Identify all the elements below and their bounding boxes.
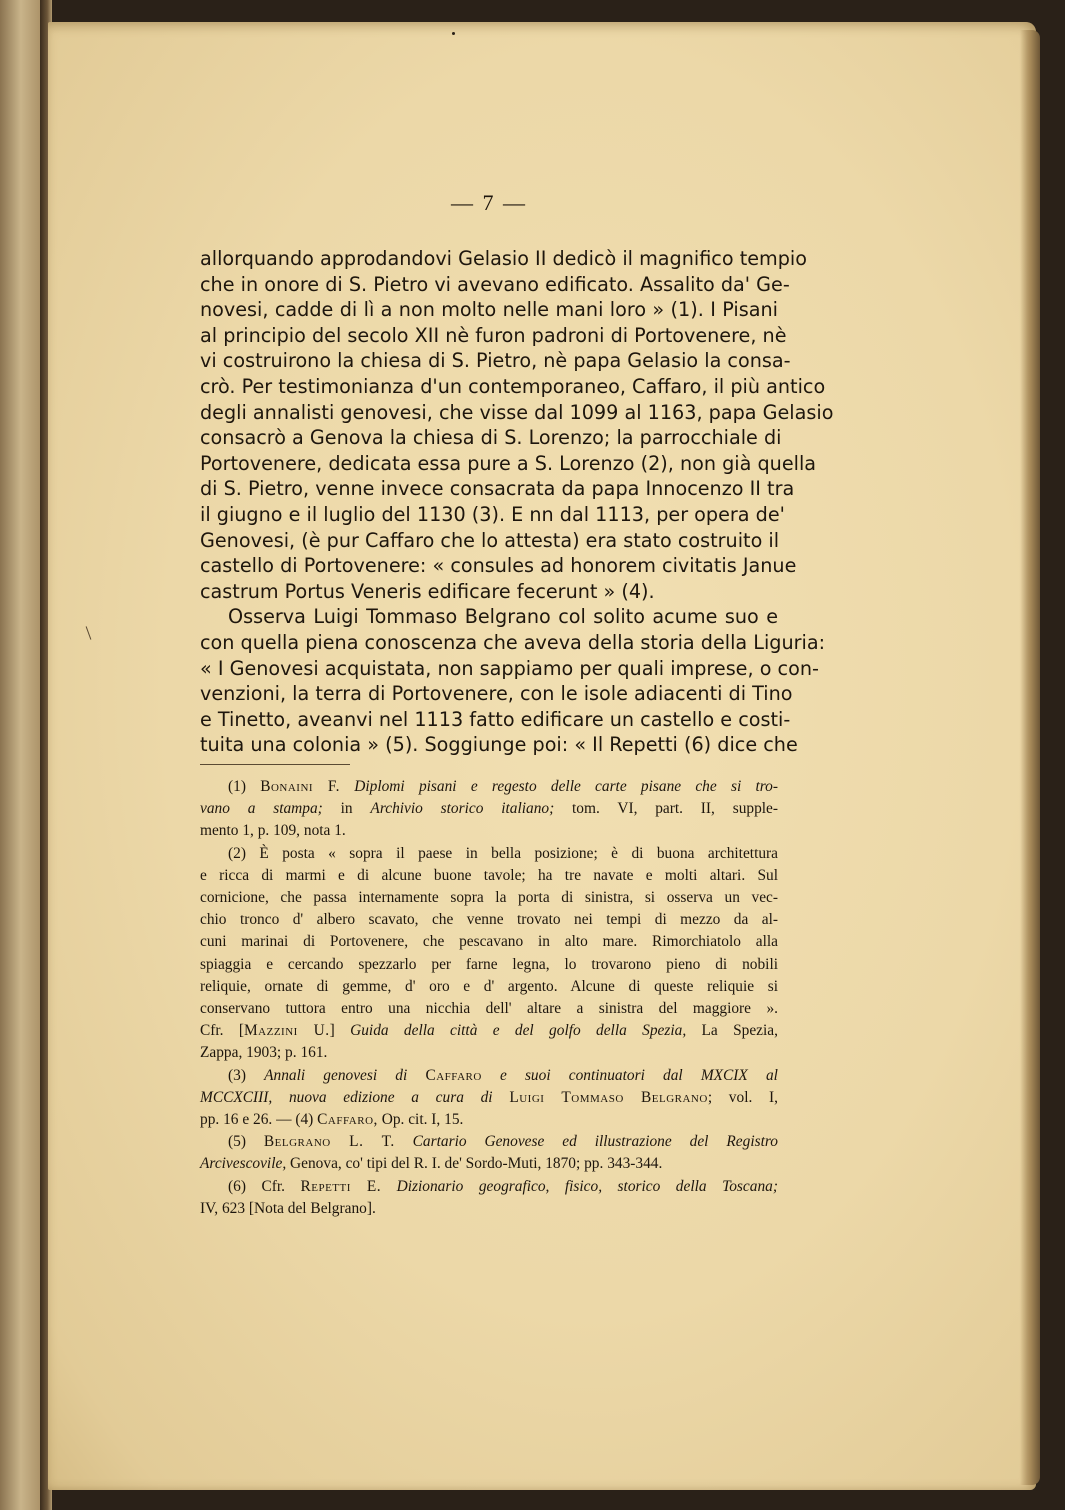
body-line: vi costruirono la chiesa di S. Pietro, nè papa Gelasio la consa- (200, 349, 791, 373)
footnote-title: MCCXCIII, nuova edizione a cura di (200, 1088, 493, 1106)
footnote-2-line: chio tronco d' albero scavato, che venne trovato nei tempi di mezzo da al- (200, 911, 778, 929)
body-line: degli annalisti genovesi, che visse dal 1099 al 1163, papa Gelasio (200, 400, 834, 424)
ink-speck (452, 32, 455, 35)
body-line: « I Genovesi acquistata, non sappiamo per quali imprese, o con- (200, 656, 819, 680)
footnote-text: ] (329, 1022, 335, 1040)
body-line: consacrò a Genova la chiesa di S. Lorenzo; la parrocchiale di (200, 426, 782, 450)
body-line: allorquando approdandovi Gelasio II dedicò il magnifico tempio (200, 247, 807, 270)
footnote-title: Dizionario geografico, fisico, storico della Toscana; (396, 1177, 778, 1195)
footnote-title: Diplomi pisani e regesto delle carte pisane che si tro- (354, 778, 778, 795)
body-line: castrum Portus Veneris edificare fecerunt » (4). (200, 579, 655, 603)
footnote-text: Genova, co' tipi del R. I. de' Sordo-Muti, 1870; pp. 343-344. (290, 1155, 663, 1173)
body-line: con quella piena conoscenza che aveva della storia della Liguria: (200, 630, 826, 654)
footnote-title: Annali genovesi di (264, 1066, 408, 1084)
page-right-edge (1020, 30, 1040, 1485)
footnote-number: (4) (295, 1111, 314, 1129)
body-line: di S. Pietro, venne invece consacrata da papa Innocenzo II tra (200, 477, 795, 501)
footnote-1-line (200, 776, 778, 798)
footnote-number: (6) (228, 1177, 246, 1195)
footnote-number: (1) (228, 778, 246, 795)
footnote-text: pp. 16 e 26. — (200, 1111, 292, 1129)
body-line: crò. Per testimonianza d'un contemporaneo, Caffaro, il più antico (200, 374, 826, 398)
body-line: e Tinetto, aveanvi nel 1113 fatto edificare un castello e costi- (200, 707, 791, 731)
footnote-3-line (200, 1109, 778, 1131)
footnote-title: Guida della città e del golfo della Spezia, (350, 1022, 687, 1040)
footnote-number: (5) (228, 1133, 246, 1151)
footnote-title: vano a stampa; (200, 800, 323, 818)
footnote-5-line (200, 1153, 778, 1175)
footnote-text: Cfr. (261, 1177, 285, 1195)
footnote-2-line: conservano tuttora entro una nicchia dell' altare a sinistra del maggiore ». (200, 1000, 778, 1018)
footnote-2-line: reliquie, ornate di gemme, d' oro e d' argento. Alcune di queste reliquie si (200, 977, 778, 995)
footnote-3-line (200, 1065, 778, 1087)
footnote-text: in (340, 800, 353, 818)
body-line: al principio del secolo XII nè furon padroni di Portovenere, nè (200, 323, 787, 347)
footnote-2-line: Zappa, 1903; p. 161. (200, 1044, 328, 1062)
body-line: venzioni, la terra di Portovenere, con le isole adiacenti di Tino (200, 682, 793, 706)
footnote-author: Caffaro (425, 1066, 482, 1084)
footnote-6-line (200, 1176, 778, 1198)
footnote-author: Bonaini F. (260, 778, 340, 795)
footnote-title: e suoi continuatori dal MXCIX al (499, 1066, 778, 1084)
footnote-2-line: (2) È posta « sopra il paese in bella posizione; è di buona architettura (228, 844, 778, 862)
body-text (200, 246, 834, 758)
footnote-author: Repetti E. (300, 1177, 382, 1195)
footnote-5-line (200, 1131, 778, 1153)
footnote-1-line: mento 1, p. 109, nota 1. (200, 822, 346, 840)
footnote-text: tom. VI, part. II, supple- (572, 800, 779, 818)
footnote-1-line (200, 798, 778, 820)
footnote-text: La Spezia, (701, 1022, 778, 1040)
footnote-author: Belgrano L. T. (263, 1133, 395, 1151)
footnote-2-line: cuni marinai di Portovenere, che pescavano in alto mare. Rimorchiatolo alla (200, 933, 778, 951)
page-number: — 7 — (451, 190, 527, 215)
footnote-text: ; vol. I, (707, 1088, 778, 1106)
body-line: tuita una colonia » (5). Soggiunge poi: « Il Repetti (6) dice che (200, 733, 798, 757)
body-line: castello di Portovenere: « consules ad honorem civitatis Janue (200, 554, 797, 578)
footnote-2-line: e ricca di marmi e di alcune buone tavole; ha tre navate e molti altari. Sul (200, 866, 778, 884)
footnote-2-line (200, 1020, 778, 1042)
footnote-text: Cfr. [ (200, 1022, 244, 1040)
footnote-2-line: cornicione, che passa internamente sopra la porta di sinistra, si osserva un vec- (200, 889, 778, 907)
body-line: Portovenere, dedicata essa pure a S. Lorenzo (2), non già quella (200, 451, 817, 475)
body-line: novesi, cadde di lì a non molto nelle mani loro » (1). I Pisani (200, 298, 778, 322)
footnote-title: Cartario Genovese ed illustrazione del Registro (412, 1133, 778, 1151)
footnote-title: Arcivescovile, (200, 1155, 287, 1173)
footnotes (200, 776, 778, 1220)
footnote-2-line: spiaggia e cercando spezzarlo per farne legna, lo trovarono pieno di nobili (200, 955, 778, 973)
footnote-separator (200, 764, 350, 765)
footnote-6-line: IV, 623 [Nota del Belgrano]. (200, 1199, 376, 1217)
body-line: il giugno e il luglio del 1130 (3). E nn dal 1113, per opera de' (200, 502, 785, 526)
footnote-number: (3) (228, 1066, 246, 1084)
footnote-author: Mazzini U. (243, 1022, 330, 1040)
footnote-author: Caffaro, (317, 1111, 378, 1129)
footnote-text: Op. cit. I, 15. (381, 1111, 464, 1129)
footnote-editor: Luigi Tommaso Belgrano (509, 1088, 708, 1106)
body-line: Osserva Luigi Tommaso Belgrano col solito acume suo e (228, 605, 778, 629)
footnote-journal: Archivio storico italiano; (370, 800, 555, 818)
footnote-3-line (200, 1087, 778, 1109)
body-line: Genovesi, (è pur Caffaro che lo attesta) era stato costruito il (200, 528, 780, 552)
body-line: che in onore di S. Pietro vi avevano edificato. Assalito da' Ge- (200, 272, 790, 296)
